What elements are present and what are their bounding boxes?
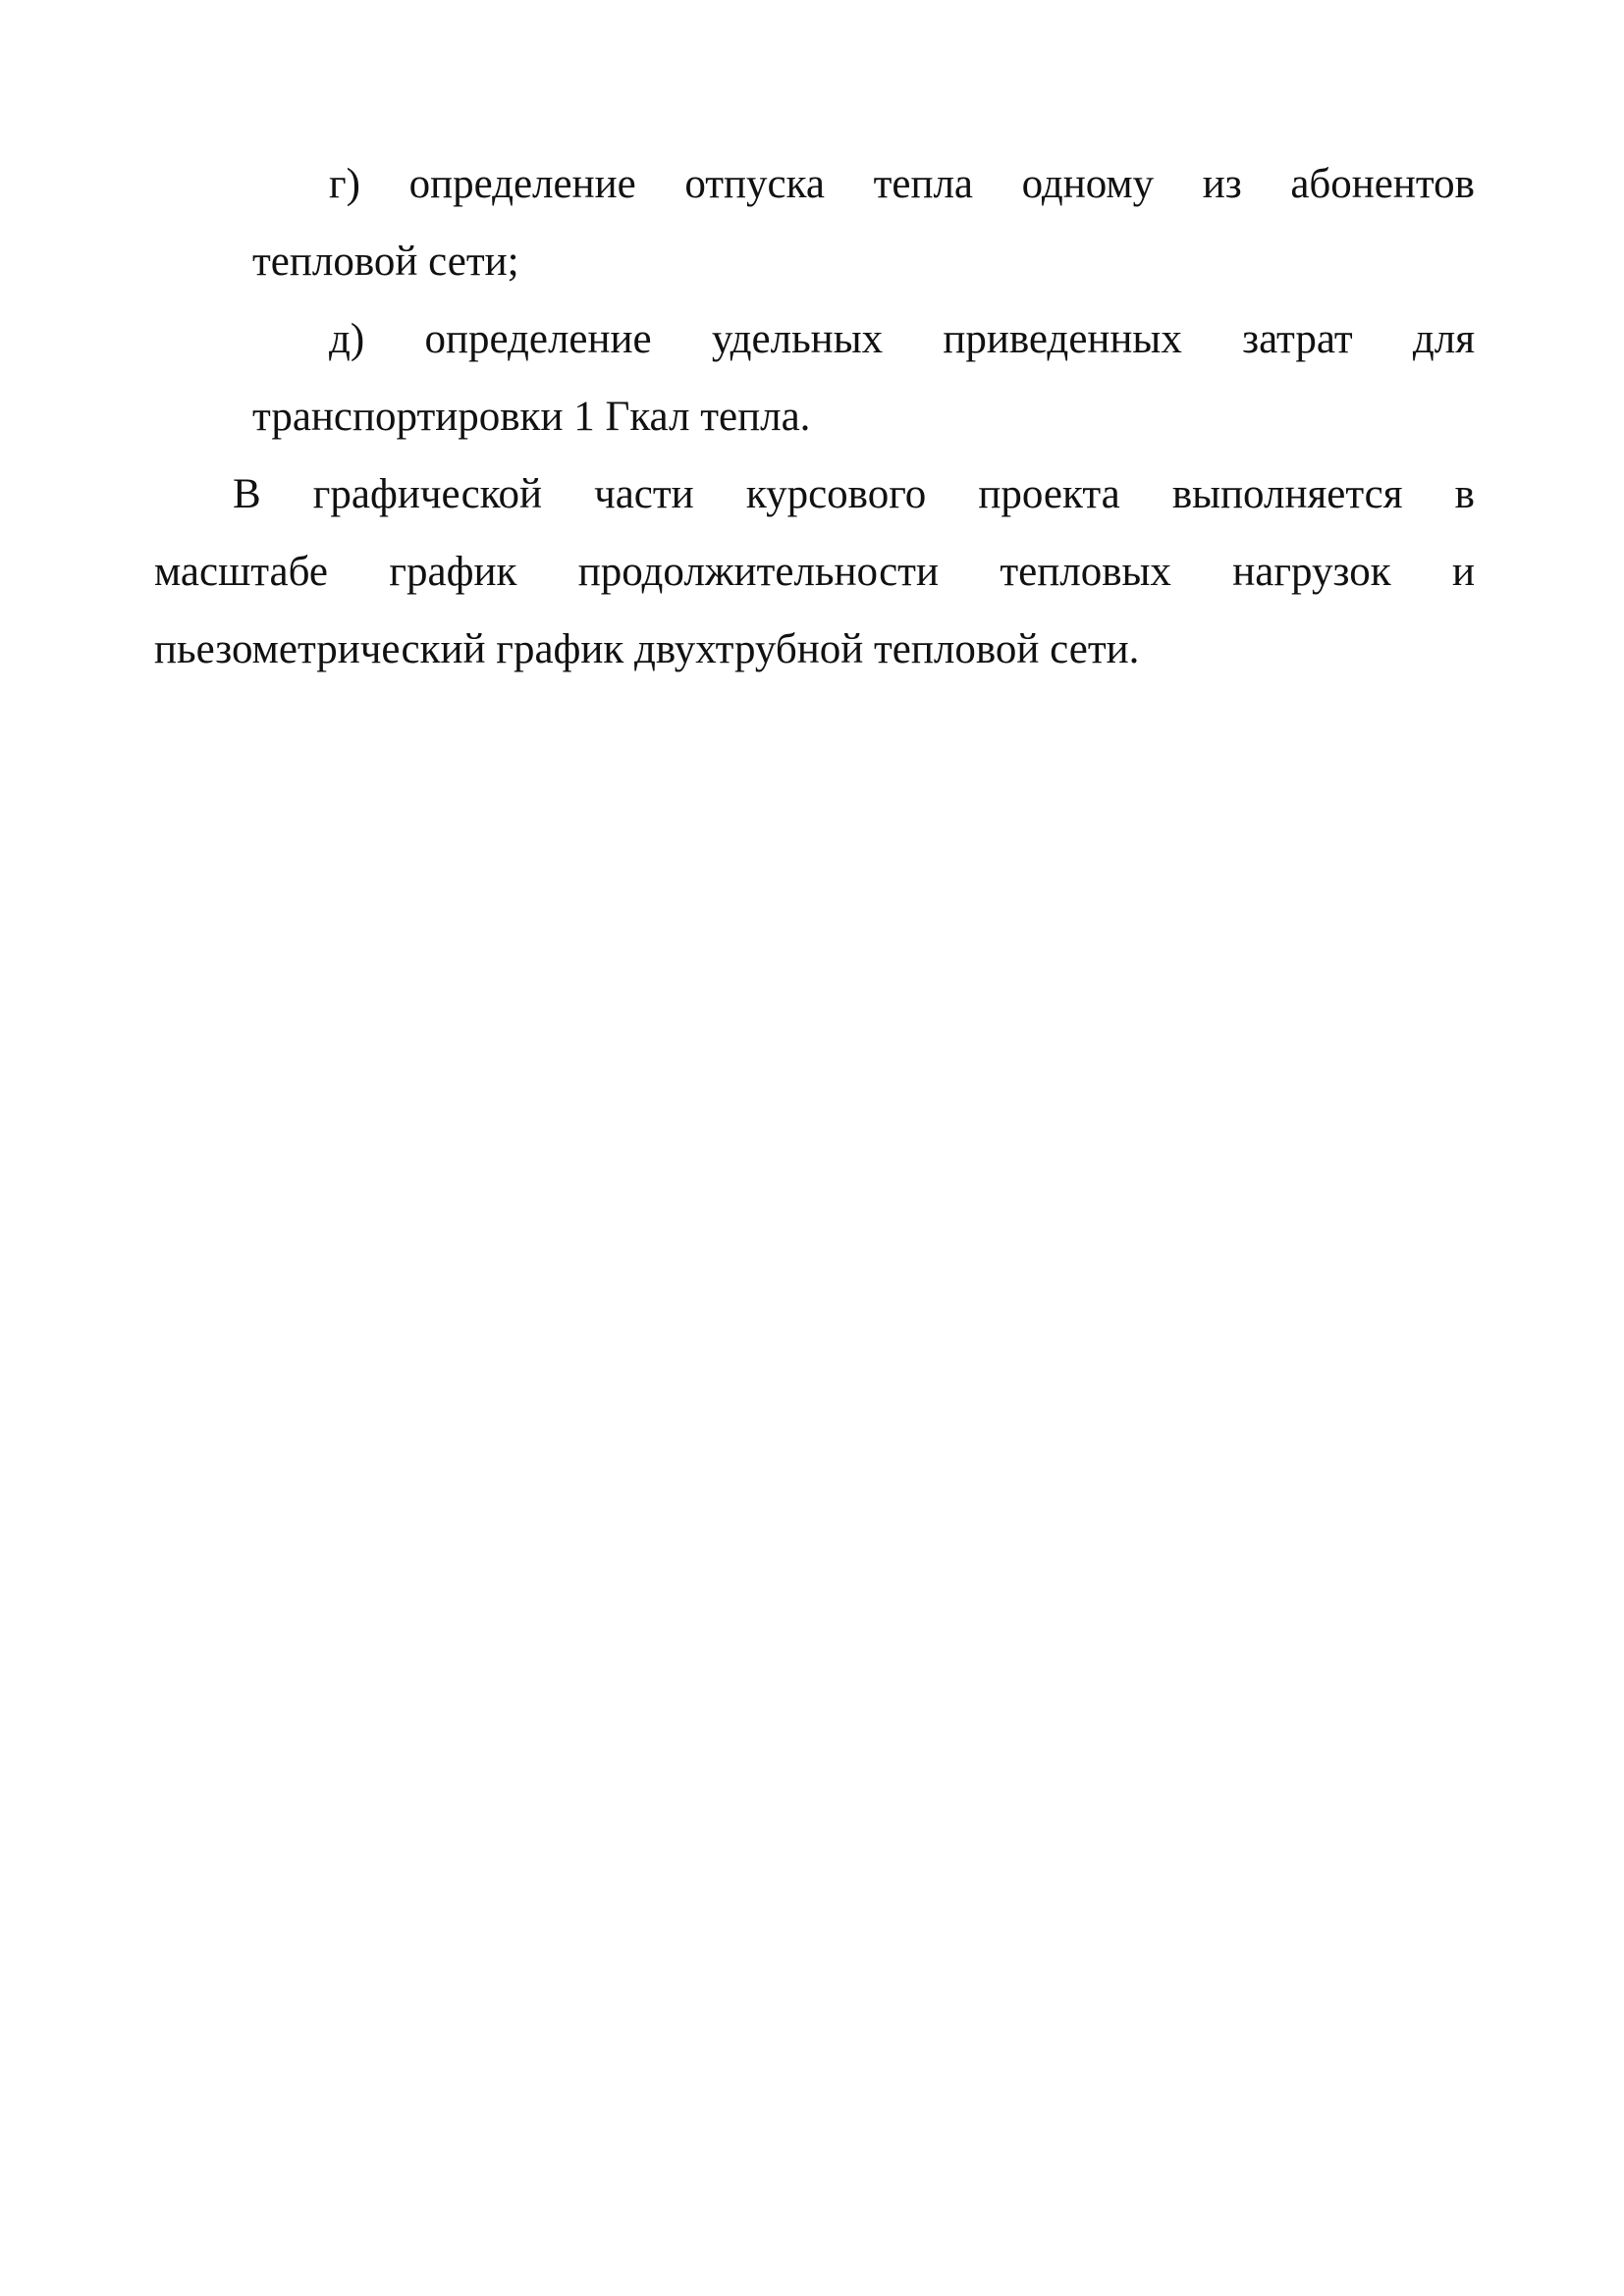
document-body <box>154 145 1475 688</box>
list-item-text: тепловой сети; <box>252 239 519 285</box>
word: нагрузок <box>1232 549 1391 595</box>
list-item-g-line-1 <box>154 145 1475 223</box>
word: части <box>594 471 694 517</box>
word: из <box>1202 161 1242 207</box>
paragraph-line-1 <box>154 455 1475 533</box>
list-item-d-line-1 <box>154 300 1475 378</box>
word: тепловых <box>1000 549 1171 595</box>
list-item-g-line-2 <box>154 223 1475 300</box>
word: приведенных <box>943 316 1182 362</box>
word: продолжительности <box>577 549 939 595</box>
word: и <box>1451 549 1475 595</box>
word: проекта <box>978 471 1120 517</box>
word: В <box>233 471 261 517</box>
paragraph-text: пьезометрический график двухтрубной тепловой сети. <box>154 626 1140 672</box>
word: одному <box>1021 161 1155 207</box>
word: д) <box>329 316 365 362</box>
paragraph-line-3 <box>154 611 1475 688</box>
paragraph-line-2 <box>154 533 1475 611</box>
list-item-d-line-2 <box>154 378 1475 455</box>
word: г) <box>329 161 360 207</box>
word: абонентов <box>1290 161 1475 207</box>
word: отпуска <box>684 161 825 207</box>
word: график <box>389 549 517 595</box>
list-item-text: транспортировки 1 Гкал тепла. <box>252 394 811 440</box>
word: выполняется <box>1171 471 1403 517</box>
word: графической <box>312 471 542 517</box>
word: для <box>1412 316 1475 362</box>
word: тепла <box>873 161 973 207</box>
word: масштабе <box>154 549 328 595</box>
word: курсового <box>745 471 927 517</box>
word: определение <box>424 316 652 362</box>
word: удельных <box>711 316 884 362</box>
word: в <box>1454 471 1475 517</box>
word: определение <box>408 161 636 207</box>
word: затрат <box>1242 316 1353 362</box>
